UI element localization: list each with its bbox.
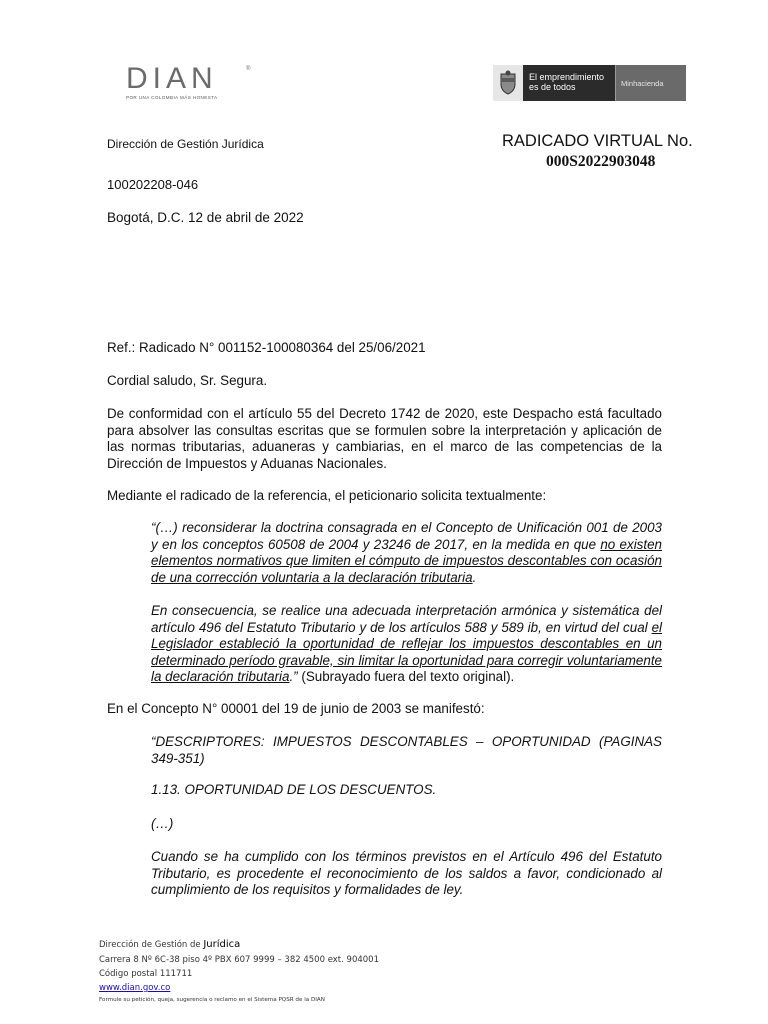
radicado-number: 000S2022903048 (546, 153, 656, 170)
department-label: Dirección de Gestión Jurídica (107, 137, 264, 151)
dian-tagline: POR UNA COLOMBIA MÁS HONESTA (126, 95, 218, 100)
gov-slogan-line1: El emprendimiento (529, 72, 605, 82)
government-banner (493, 65, 686, 101)
footer-address: Carrera 8 Nº 6C-38 piso 4º PBX 607 9999 – 382 4500 ext. 904001 (99, 955, 379, 965)
place-date: Bogotá, D.C. 12 de abril de 2022 (107, 210, 304, 225)
quote-request-1-end: . (472, 569, 477, 585)
paragraph-request-intro: Mediante el radicado de la referencia, el peticionario solicita textualmente: (107, 488, 547, 503)
quote-request-2 (151, 603, 662, 686)
quote-request-2-text: En consecuencia, se realice una adecuada interpretación armónica y sistemática del artículo 496 del Estatuto Tributario y de los artículos 588 y 589 ib, en virtud del cual (151, 603, 662, 635)
ministry-label: Minhacienda (615, 65, 686, 101)
footer-note: Formule su petición, queja, sugerencia o reclamo en el Sistema PQSR de la DIAN (99, 997, 325, 1003)
paragraph-concept-intro: En el Concepto N° 00001 del 19 de junio de 2003 se manifestó: (107, 701, 485, 716)
quote-concept-text: Cuando se ha cumplido con los términos previstos en el Artículo 496 del Estatuto Tributario, es procedente el reconocimiento de los saldos a favor, condicionado al cumplimiento de los requisitos y formalidades de ley. (151, 849, 662, 897)
quote-request-1-text: “(…) reconsiderar la doctrina consagrada en el Concepto de Unificación 001 de 2003 y en los conceptos 60508 de 2004 y 23246 de 2017, en la medida en que (151, 520, 662, 552)
quote-ellipsis: (…) (151, 816, 174, 831)
registered-mark-icon: ® (246, 66, 251, 72)
quote-request-2-underlined: el Legislador estableció la oportunidad de reflejar los impuestos descontables en un determinado período gravable, sin limitar la oportunidad para corregir voluntariamente la declaración tributaria (151, 619, 662, 684)
radicado-title: RADICADO VIRTUAL No. (502, 132, 693, 150)
footer-department (99, 939, 240, 950)
footer-postal: Código postal 111711 (99, 969, 193, 979)
dian-logo-text: DIAN (126, 62, 218, 95)
footer-website-row (99, 983, 170, 993)
coat-of-arms-icon (493, 65, 523, 101)
paragraph-competence: De conformidad con el artículo 55 del Decreto 1742 de 2020, este Despacho está facultado para absolver las consultas escritas que se formulen sobre la interpretación y aplicación de las normas tributarias, aduaneras y cambiarias, en el marco de las competencias de la Dirección de Impuestos y Aduanas Nacionales. (107, 406, 662, 471)
quote-request-2-note: (Subrayado fuera del texto original). (297, 669, 515, 684)
quote-request-1 (151, 520, 662, 586)
greeting: Cordial saludo, Sr. Segura. (107, 373, 268, 388)
dian-logo (126, 64, 251, 104)
quote-request-1-underlined: no existen elementos normativos que limiten el cómputo de impuestos descontables con ocasión de una corrección voluntaria a la declaración tributaria (151, 536, 662, 585)
gov-slogan (523, 65, 615, 101)
footer-department-prefix: Dirección de Gestión de (99, 940, 204, 950)
reference-line: Ref.: Radicado N° 001152-100080364 del 25/06/2021 (107, 340, 426, 355)
footer-website-link[interactable]: www.dian.gov.co (99, 983, 171, 993)
footer-department-emph: Jurídica (203, 939, 241, 950)
reference-code: 100202208-046 (107, 177, 199, 192)
quote-section-heading: 1.13. OPORTUNIDAD DE LOS DESCUENTOS. (151, 782, 437, 797)
quote-request-2-close: .” (289, 669, 298, 684)
gov-slogan-line2: es de todos (529, 82, 576, 92)
quote-descriptors: “DESCRIPTORES: IMPUESTOS DESCONTABLES – OPORTUNIDAD (PAGINAS 349-351) (151, 734, 662, 766)
